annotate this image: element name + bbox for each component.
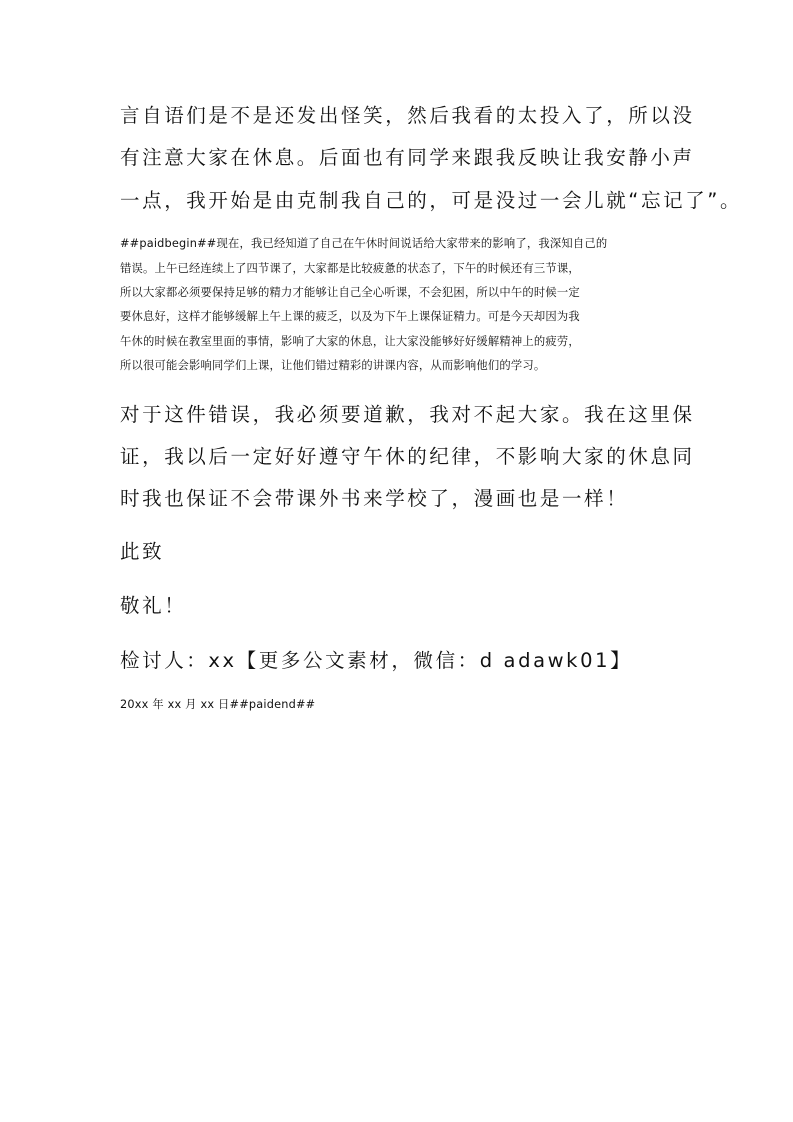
paragraph-2-line-1: ##paidbegin##现在，我已经知道了自己在午休时间说话给大家带来的影响了，我深知自己的 bbox=[120, 237, 608, 250]
paragraph-3-line-1: 对于这件错误，我必须要道歉，我对不起大家。我在这里保 bbox=[120, 403, 695, 426]
paragraph-1-line-2: 有注意大家在休息。后面也有同学来跟我反映让我安静小声 bbox=[120, 146, 695, 169]
paragraph-2-line-4: 要休息好，这样才能够缓解上午上课的疲乏，以及为下午上课保证精力。可是今天却因为我 bbox=[120, 310, 580, 323]
paragraph-1-line-1: 言自语们是不是还发出怪笑，然后我看的太投入了，所以没 bbox=[120, 104, 695, 127]
paragraph-2-line-6: 所以很可能会影响同学们上课，让他们错过精彩的讲课内容，从而影响他们的学习。 bbox=[120, 359, 546, 372]
paragraph-1-line-3: 一点，我开始是由克制我自己的，可是没过一会儿就“忘记了”。 bbox=[120, 189, 743, 212]
regards-text: 敬礼！ bbox=[120, 594, 187, 617]
signer-line: 检讨人：xx【更多公文素材，微信：d adawk01】 bbox=[120, 649, 633, 672]
paragraph-2-line-2: 错误。上午已经连续上了四节课了，大家都是比较疲惫的状态了，下午的时候还有三节课， bbox=[120, 262, 580, 275]
paragraph-2-line-3: 所以大家都必须要保持足够的精力才能够让自己全心听课，不会犯困，所以中午的时候一定 bbox=[120, 286, 580, 299]
paragraph-2-line-5: 午休的时候在教室里面的事情，影响了大家的休息，让大家没能够好好缓解精神上的疲劳， bbox=[120, 335, 580, 348]
paragraph-3-line-2: 证，我以后一定好好遵守午休的纪律，不影响大家的休息同 bbox=[120, 445, 695, 468]
date-line: 20xx 年 xx 月 xx 日##paidend## bbox=[120, 698, 316, 711]
closing-text: 此致 bbox=[120, 540, 165, 563]
paragraph-3-line-3: 时我也保证不会带课外书来学校了，漫画也是一样！ bbox=[120, 487, 629, 510]
